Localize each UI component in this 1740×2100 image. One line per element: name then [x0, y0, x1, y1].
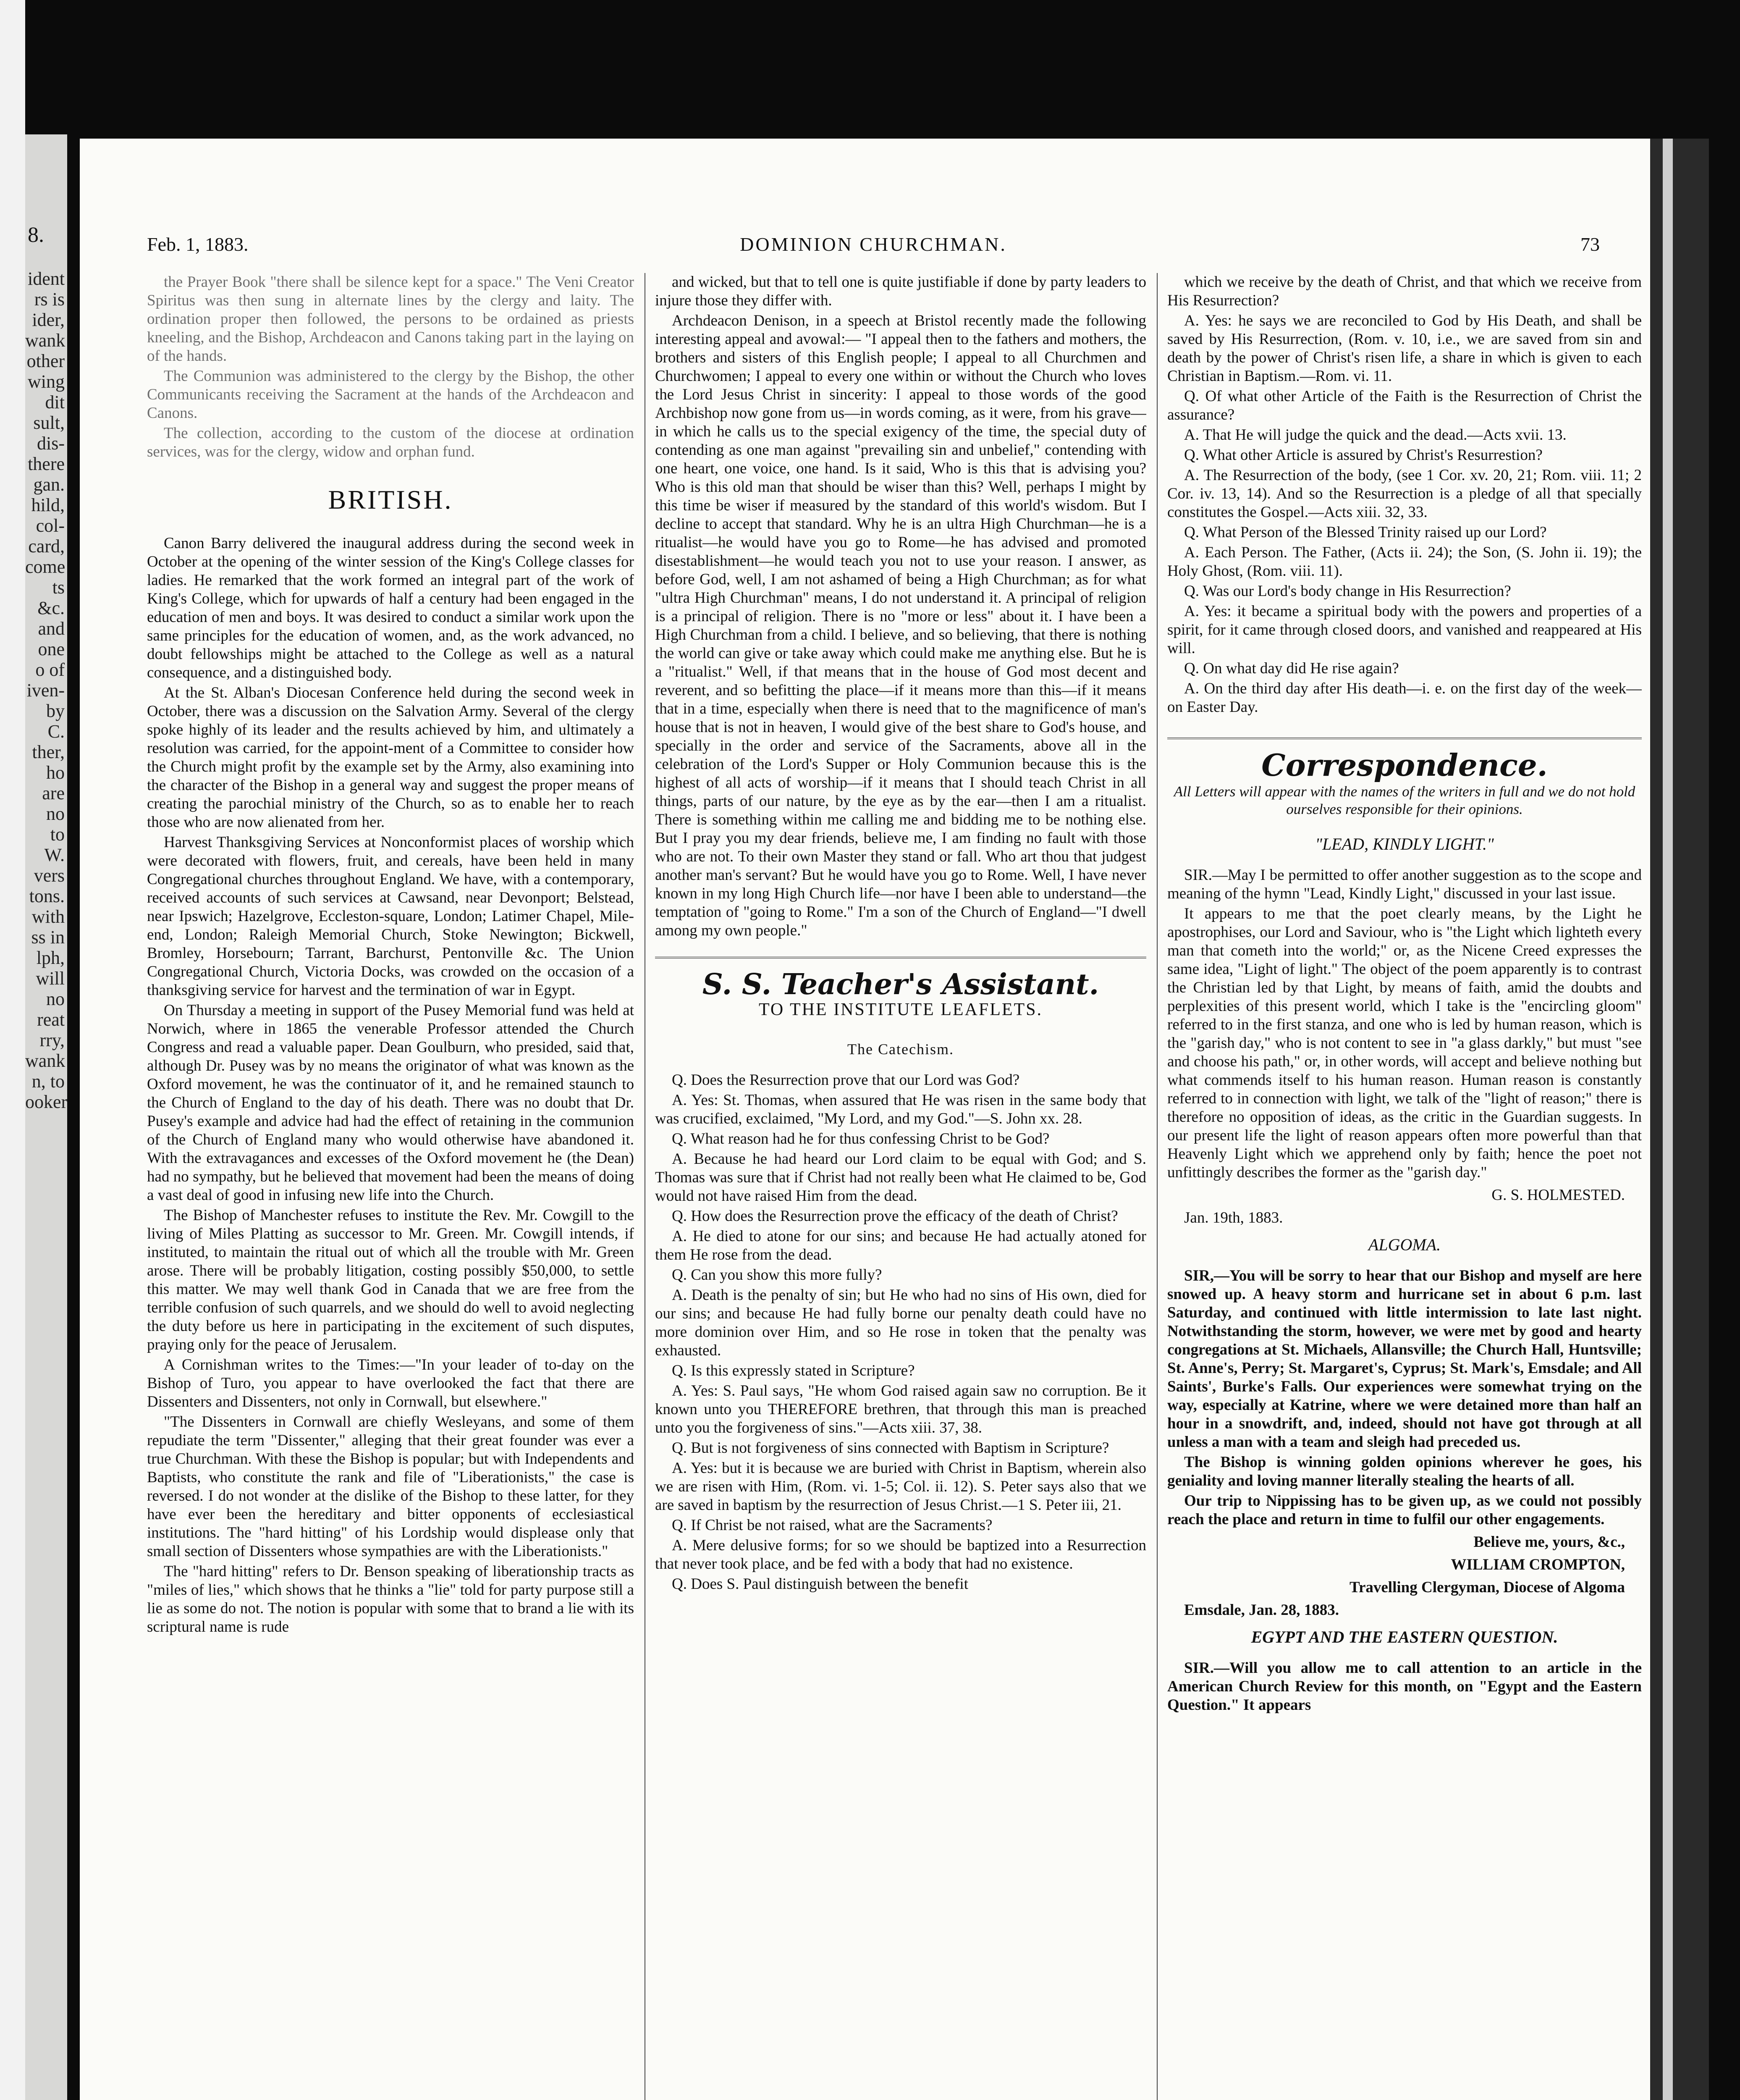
catechism-line: A. Mere delusive forms; for so we should be baptized into a Resurrection that never took place, and be fed with a body that had no existence.: [655, 1537, 1146, 1572]
letter-title-egypt: EGYPT AND THE EASTERN QUESTION.: [1251, 1628, 1558, 1646]
previous-page-word: ther,: [32, 742, 65, 762]
letter-algoma: [1167, 1267, 1642, 1529]
catechism-line: A. The Resurrection of the body, (see 1 Cor. xv. 20, 21; Rom. viii. 11; 2 Cor. iv. 13, 14). And so the Resurrection is a pledge of all that specially constitutes the Gospel.—Acts xiii. 32, 33.: [1167, 467, 1642, 521]
denison-speech: [655, 273, 1146, 940]
catechism-line: Q. What reason had he for thus confessing Christ to be God?: [672, 1130, 1050, 1147]
catechism-line: A. That He will judge the quick and the dead.—Acts xvii. 13.: [1184, 426, 1567, 444]
previous-page-word: there: [28, 454, 65, 474]
binding-spine: [0, 0, 25, 2100]
previous-page-word: ho are: [42, 762, 65, 803]
previous-page-word: ident: [28, 268, 65, 289]
page-edge: [1650, 139, 1709, 2100]
letter-date: Emsdale, Jan. 28, 1883.: [1184, 1601, 1339, 1619]
letter-signature-role: Travelling Clergyman, Diocese of Algoma: [1350, 1579, 1625, 1596]
previous-page-word: o of: [35, 659, 65, 680]
previous-page-word: dit: [45, 392, 65, 412]
ordination-report: [147, 273, 634, 461]
issue-date: Feb. 1, 1883.: [147, 234, 249, 255]
previous-page-word: dis-: [37, 433, 65, 454]
catechism-line: A. Because he had heard our Lord claim to be equal with God; and S. Thomas was sure that if Christ had not really been what He claimed to be, God would not have raised Him from the dead.: [655, 1150, 1146, 1205]
letter-egypt: SIR.—Will you allow me to call attention to an article in the American Church Review for this month, on "Egypt and the Eastern Question." It appears: [1167, 1659, 1642, 1714]
catechism-line: Q. If Christ be not raised, what are the Sacraments?: [672, 1517, 993, 1534]
paragraph: Canon Barry delivered the inaugural address during the second week in October at the opening of the winter session of the King's College classes for ladies. He remarked that the work formed an integral part of the work of King's College, which for upwards of half a century had been engaged in the education of men and boys. It was desired to conduct a similar work upon the same principles for the education of women, and, as the work advanced, no doubt fellowships might be attached to the College as well as a natural consequence, and a distinguished body.: [147, 535, 634, 681]
previous-page-word: by C.: [46, 701, 65, 742]
previous-page-word: wing: [28, 371, 65, 392]
newspaper-title: DOMINION CHURCHMAN.: [740, 234, 1007, 255]
paragraph: The Communion was administered to the clergy by the Bishop, the other Communicants receiving the Sacrament at the hands of the Archdeacon and Canons.: [147, 368, 634, 422]
paragraph: The Bishop is winning golden opinions wherever he goes, his geniality and loving manner literally stealing the hearts of all.: [1167, 1454, 1642, 1489]
letter-lead-kindly-light: [1167, 866, 1642, 1182]
catechism-line: Q. What other Article is assured by Christ's Resurrestion?: [1184, 446, 1543, 464]
catechism-line: A. He died to atone for our sins; and because He had actually atoned for them He rose from the dead.: [655, 1228, 1146, 1263]
previous-page-word: no: [46, 803, 65, 824]
catechism-line: Q. Does the Resurrection prove that our Lord was God?: [672, 1071, 1020, 1089]
catechism-line: Q. Of what other Article of the Faith is the Resurrection of Christ the assurance?: [1167, 388, 1642, 423]
letter-closing: Believe me, yours, &c.,: [1473, 1533, 1625, 1551]
previous-page-word: lph,: [36, 948, 65, 968]
previous-page-word: with: [31, 906, 65, 927]
catechism-text: [655, 1071, 1146, 1593]
catechism-line: Q. Does S. Paul distinguish between the benefit: [672, 1575, 968, 1593]
previous-page-word: W.: [44, 845, 65, 865]
catechism-heading: The Catechism.: [847, 1041, 954, 1058]
teachers-assistant-subheading: TO THE INSTITUTE LEAFLETS.: [758, 1000, 1043, 1019]
previous-page-word: to: [50, 824, 65, 845]
previous-page-word: ider,: [32, 310, 65, 330]
catechism-line: Q. On what day did He rise again?: [1184, 660, 1399, 677]
letter-title-algoma: ALGOMA.: [1368, 1235, 1441, 1254]
catechism-line: A. On the third day after His death—i. e. on the first day of the week—on Easter Day.: [1167, 680, 1642, 716]
page-number: 73: [1580, 234, 1600, 255]
previous-page-word: vers: [34, 865, 65, 886]
paragraph: Our trip to Nippissing has to be given up, as we could not possibly reach the place and return in time to fulfil our other engagements.: [1167, 1492, 1642, 1528]
previous-page-word: will: [36, 968, 65, 989]
previous-page-word: sult,: [33, 412, 65, 433]
column-2: [655, 273, 1146, 2100]
letter-signature: WILLIAM CROMPTON,: [1451, 1556, 1625, 1573]
previous-page-word: hild,: [31, 495, 65, 515]
previous-page-word: wank: [25, 330, 66, 351]
section-heading-british: BRITISH.: [328, 485, 453, 514]
paragraph: "The Dissenters in Cornwall are chiefly Wesleyans, and some of them repudiate the term "Dissenter," alleging that their great founder was ever a true Churchman. With these the Bishop is popular; but with Independents and Baptists, who constitute the rank and file of "Liberationists," the case is reversed. I do not wonder at the dislike of the Bishop to these latter, for they have ever been the hereditary and bitter opponents of ecclesiastical institutions. The "hard hitting" of his Lordship would displease only that small section of Dissenters whose sympathies are with the Liberationists.": [147, 1413, 634, 1560]
running-head: [147, 233, 1600, 262]
british-news: [147, 534, 634, 1636]
letter-title-lead-kindly-light: "LEAD, KINDLY LIGHT.": [1315, 835, 1494, 853]
letter-signature: G. S. HOLMESTED.: [1491, 1186, 1625, 1204]
catechism-line: Q. What Person of the Blessed Trinity raised up our Lord?: [1184, 524, 1547, 541]
previous-page-word: ss in: [31, 927, 65, 948]
column-rule: [1157, 273, 1158, 2100]
paragraph: Harvest Thanksgiving Services at Nonconformist places of worship which were decorated with flowers, fruit, and cereals, have been held in many Congregational churches throughout England. We have, with a contemporary, received accounts of such services at Cawsand, near Devonport; Belstead, near Ipswich; Hazelgrove, Eccleston-square, London; Latimer Chapel, Mile-end, London; Raleigh Memorial Church, Stoke Newington; Bickwell, Bromley, Horsebourn; Tarrant, Barchurst, Pentonville &c. The Union Congregational Church, Victoria Docks, was crowded on the occasion of a thanksgiving service for harvest and the termination of war in Egypt.: [147, 834, 634, 999]
previous-page-word: and: [38, 618, 65, 639]
paragraph: The collection, according to the custom of the diocese at ordination services, was for the clergy, widow and orphan fund.: [147, 425, 634, 460]
catechism-line: A. Yes: he says we are reconciled to God by His Death, and shall be saved by His Resurrection, (Rom. v. 10, i.e., we are saved from sin and death by the power of Christ's risen life, a share in which is given to each Christian in Baptism.—Rom. vi. 11.: [1167, 312, 1642, 385]
catechism-line: Q. Was our Lord's body change in His Resurrection?: [1184, 583, 1511, 600]
paragraph: On Thursday a meeting in support of the Pusey Memorial fund was held at Norwich, where in 1865 the venerable Professor attended the Church Congress and read a valuable paper. Dean Goulburn, who presided, said that, although Dr. Pusey was by no means the originator of what was known as the Oxford movement, he was the continuator of it, and he remained staunch to the Church of England to the day of his death. There was no doubt that Dr. Pusey's example and advice had had the effect of retaining in the communion of the Church of England many who would otherwise have abandoned it. With the extravagances and excesses of the Oxford movement he (the Dean) had no sympathy, but he believed that movement had been the means of doing a vast deal of good in infusing new life into the Church.: [147, 1002, 634, 1204]
previous-page-word: one: [38, 639, 65, 659]
previous-page-word: iven-: [26, 680, 65, 701]
paragraph: The "hard hitting" refers to Dr. Benson speaking of liberationship tracts as "miles of lies," which shows that he thinks a "lie" told for party purpose still a lie as some do not. The notion is popular with some that to brand a lie with its scriptural name is rude: [147, 1563, 634, 1635]
paragraph: and wicked, but that to tell one is quite justifiable if done by party leaders to injure those they differ with.: [655, 273, 1146, 309]
previous-page-word: n, to: [31, 1071, 65, 1092]
catechism-line: A. Death is the penalty of sin; but He who had no sins of His own, died for our sins; and because He had fully borne our penalty death could have no more dominion over Him, and so He rose in token that the penalty was exhausted.: [655, 1286, 1146, 1359]
previous-page-strip: [25, 134, 67, 2100]
previous-page-word: reat: [37, 1009, 65, 1030]
catechism-line: Q. How does the Resurrection prove the efficacy of the death of Christ?: [672, 1208, 1118, 1225]
catechism-line: which we receive by the death of Christ, and that which we receive from His Resurrection?: [1167, 273, 1642, 309]
paragraph: The Bishop of Manchester refuses to institute the Rev. Mr. Cowgill to the living of Miles Platting as successor to Mr. Green. Mr. Cowgill intends, if instituted, to maintain the ritual out of which all the trouble with Mr. Green arose. There will be probably litigation, costing possibly $50,000, to settle this matter. We may well thank God in Canada that we are free from the terrible confusion of such quarrels, and we should do well to avoid neglecting the duty before us here in participating in the excitement of such disputes, praying only for the peace of Jerusalem.: [147, 1207, 634, 1353]
previous-page-word: tons.: [29, 886, 65, 906]
previous-page-word: rs is: [34, 289, 65, 310]
column-3: [1167, 273, 1642, 2100]
previous-page-word: gan.: [33, 474, 65, 495]
previous-page-word: wank: [25, 1050, 66, 1071]
catechism-line: A. Yes: but it is because we are buried with Christ in Baptism, wherein also we are risen with Him, (Rom. vi. 1-5; Col. ii. 12). S. Peter says also that we are saved in baptism by the resurrection of Jesus Christ.—1 S. Peter iii, 21.: [655, 1460, 1146, 1514]
paragraph: the Prayer Book "there shall be silence kept for a space." The Veni Creator Spiritus was then sung in alternate lines by the clergy and laity. The ordination proper then followed, the persons to be ordained as priests kneeling, and the Bishop, Archdeacon and Canons taking part in the laying on of the hands.: [147, 273, 634, 365]
paragraph: It appears to me that the poet clearly means, by the Light he apostrophises, our Lord and Saviour, who is "the Light which lighteth every man that cometh into the world;" or, as the Nicene Creed expresses the same idea, "Light of light." The object of the poem apparently is to contrast the Christian led by that Light, by means of faith, amid the doubts and perplexities of this present world, which I take is the "encircling gloom" referred to in the first stanza, and one who is led by human reason, which is the "garish day," who is not content to see in "a glass darkly," but must "see and choose his path," or, in other words, will accept and believe nothing but what commends itself to his human reason. Human reason is constantly referred to in connection with light, we talk of the "light of reason;" there is therefore no opposition of ideas, as the critic in the Guardian suggests. In our present life the light of reason appears often more powerful than that Heavenly Light which we apprehend only by faith; hence the poet not unfittingly describes the former as the "garish day.": [1167, 905, 1642, 1181]
catechism-line: Q. But is not forgiveness of sins connected with Baptism in Scripture?: [672, 1439, 1109, 1457]
paragraph: Archdeacon Denison, in a speech at Bristol recently made the following interesting appeal and avowal:— "I appeal then to the fathers and mothers, the brothers and sisters of this English people; I appeal to all Churchmen and Churchwomen; I appeal to every one within or without the Church who loves the Lord Jesus Christ in sincerity: I appeal to those words of the good Archbishop now gone from us—in words coming, as it were, from his grave—in which he calls us to the special exigency of the time, the special duty of contending as one man against "prevailing sin and unbelief," contending with one heart, one voice, one hand. Is it said, Who is this that is advising you? Who is this old man that should be wiser than this? Well, perhaps I might by this time be wiser if measured by the standard of this world's wisdom. But I decline to accept that standard. Why he is an ultra High Churchman—he is a ritualist—he would have you go to Rome—he has advised and promoted disestablishment—he would teach you not to use your reason. I answer, as before God, well, I am not ashamed of being a High Churchman; as for what "ultra High Churchman" means, I do not understand it. A principal of religion is a principal of religion. There is no "more or less" about it. I have been a High Churchman from a child. I believe, and so believing, that there is nothing the world can give or take away which could make me anything else. But he is a "ritualist." Well, if that means that in the house of God most decent and reverent, and so befitting the place—if it means more than this—if it means that in a time, especially when there is need that to the magnificence of man's house that is not in heaven, I would give of the best share to God's house, and specially in the order and service of the Sacraments, above all in the celebration of the Lord's Supper or Holy Communion because this is the highest of all acts of worship—if it means that I should teach Christ in all things, parts of our nature, by the eye as by the ear—then I am a ritualist. There is something within me calling me and bidding me to be nothing else. But I pray you my dear friends, believe me, I am finding no fault with those who are not. To their own Master they stand or fall. Who art thou that judgest another man's servant? But he would have you go to Rome. Well, I have never known in my long High Church life—nor have I been able to understand—the temptation of "going to Rome." I'm a son of the Church of England—"I dwell among my own people.": [655, 312, 1146, 939]
paragraph: SIR.—May I be permitted to offer another suggestion as to the scope and meaning of the hymn "Lead, Kindly Light," discussed in your last issue.: [1167, 866, 1642, 902]
previous-page-fragments: [25, 268, 67, 1112]
previous-page-word: other: [26, 351, 65, 371]
catechism-line: A. Yes: S. Paul says, "He whom God raised again saw no corruption. Be it known unto you THEREFORE brethren, that through this man is preached unto you the forgiveness of sins."—Acts xiii. 37, 38.: [655, 1382, 1146, 1436]
previous-page-word: come: [25, 556, 66, 577]
newspaper-page: [80, 139, 1650, 2100]
catechism-line: A. Each Person. The Father, (Acts ii. 24); the Son, (S. John ii. 19); the Holy Ghost, (Rom. viii. 11).: [1167, 544, 1642, 580]
correspondence-notice: All Letters will appear with the names of the writers in full and we do not hold ourselves responsible for their opinions.: [1174, 783, 1635, 817]
letter-date: Jan. 19th, 1883.: [1184, 1209, 1283, 1226]
previous-page-word: ts &c.: [37, 577, 65, 618]
correspondence-heading: Correspondence.: [1167, 738, 1642, 774]
paragraph: At the St. Alban's Diocesan Conference held during the second week in October, there was a discussion on the Salvation Army. Several of the clergy spoke highly of its leader and the results achieved by him, and ultimately a resolution was carried, for the appoint-ment of a Committee to consider how the Church might profit by the example set by the Army, also examining into the character of the Bishop in a general way and suggest the proper means of creating the parochial ministry of the Church, so as to enable her to reach those who are now alienated from her.: [147, 684, 634, 831]
previous-page-number: 8.: [28, 223, 44, 247]
previous-page-word: col-: [36, 515, 65, 536]
paragraph: SIR,—You will be sorry to hear that our Bishop and myself are here snowed up. A heavy storm and hurricane set in about 6 p.m. last Saturday, and continued with little intermission to late last night. Notwithstanding the storm, however, we were met by good and hearty congregations at St. Michaels, Allansville; the Church Hall, Huntsville; St. Anne's, Perry; St. Margaret's, Cyprus; St. Mark's, Emsdale; and All Saints', Burke's Falls. Our experiences were somewhat trying on the way, especially at Katrine, where we were detained more than half an hour in a snowdrift, and, indeed, should not have got through at all unless a man with a team and sleigh had preceded us.: [1167, 1267, 1642, 1451]
catechism-continued: [1167, 273, 1642, 717]
catechism-line: A. Yes: St. Thomas, when assured that He was risen in the same body that was crucified, exclaimed, "My Lord, and my God."—S. John xx. 28.: [655, 1092, 1146, 1127]
previous-page-word: no: [46, 989, 65, 1009]
previous-page-word: rry,: [39, 1030, 65, 1050]
previous-page-word: ooker: [25, 1092, 67, 1112]
catechism-line: Q. Can you show this more fully?: [672, 1266, 882, 1284]
column-1: [147, 273, 634, 2100]
paragraph: A Cornishman writes to the Times:—"In your leader of to-day on the Bishop of Turo, you appear to have overlooked the fact that there are Dissenters and Dissenters, not only in Cornwall, but elsewhere.": [147, 1356, 634, 1410]
previous-page-word: card,: [28, 536, 65, 556]
catechism-line: A. Yes: it became a spiritual body with the powers and properties of a spirit, for it came through closed doors, and vanished and reappeared at His will.: [1167, 603, 1642, 657]
teachers-assistant-heading: S. S. Teacher's Assistant.: [655, 957, 1146, 994]
catechism-line: Q. Is this expressly stated in Scripture?: [672, 1362, 915, 1379]
